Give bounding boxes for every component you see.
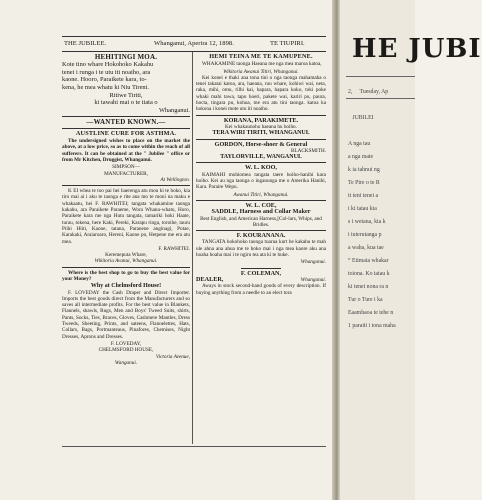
cure-sig-line: SIMPSON— [112, 164, 140, 171]
stub-line: 1 paraiti i tona maha [348, 323, 396, 329]
loveday-address [62, 347, 190, 366]
korana-name: KORANA, PARAKIMETE. [223, 116, 299, 124]
kourana-text: TANGATA hokohoko taonga tuarua kurt he kakahu te mah ule ahna ana ahua me te hoko mai i nga mea kaore aku ana hoaha hoaha mai i te ngiru tea ata ki te huke. [196, 239, 326, 259]
header-title-mi: TE TIUPIRI. [270, 40, 305, 47]
verse-sig-line: Ritiwe Tiriti, [109, 91, 143, 99]
cure-signature [62, 164, 190, 183]
rawhitei-ad-text: K EI whea te too pai hei haerenga atu mou ki te hoko, kia tiro mai ai i aku te taonga e rite ana mo te moni na maku e whakaatu, hei F. RAWHITEI; tangata whakamine taonga kakahu, ara Paraikete Paraeme, Wora Whanu-whatu, Horo, Paraikete kara me nga Hutu tangata, tamariki hoki Haate, turau, tokena, here Kaki, Pereki, Karapu ringa, toroihe, tauru Piihi Hiiti, Kaone, tatana, Paranene anginagi, Potae, Karakaki, Araiaroaro, Hereni, Kaone po, Hetpene me era atu mea. [62, 188, 190, 245]
why-chelmsford: Why at Chelmsford House! [90, 283, 162, 290]
koo-place: Awanui Titiri, Whanganui. [233, 191, 289, 198]
hemi-heading: HEMI TEINA ME TE KAMUPENE. [209, 53, 313, 60]
stub-line: JUBILEI [348, 115, 374, 121]
stub-line: i ki tatau kia [348, 206, 377, 212]
cure-sig-line: At Wellington. [160, 176, 190, 183]
divider [62, 128, 190, 129]
verse-sig-line: Whanganui. [158, 106, 190, 114]
left-column [62, 52, 190, 366]
verse-sig-line: ki tawahi mai o te tiata o [94, 99, 158, 107]
stub-line: ki tenei nona ra n [348, 284, 389, 290]
stub-masthead: HE JUBI [352, 34, 482, 64]
rawhitei-address [62, 252, 190, 265]
stub-line: a nga mate [348, 154, 374, 160]
stub-line: toiona. Ko tatau k [348, 271, 390, 277]
address-line: Wanganui. [114, 359, 138, 366]
page-header [62, 36, 326, 52]
stub-line: “ Etimata whakar [348, 258, 389, 264]
header-date: Whanganui, Aperira 12, 1898. [154, 40, 234, 47]
dealer-text: Aways in stock second-hand goods of every description. If buying anything from a needle to an elect tora [196, 283, 326, 296]
divider [196, 115, 326, 116]
dealer-place: Whanganui. [300, 276, 326, 283]
koo-text: KAIMAHI mohiomea tangata taere hoiho-hanihi kara hoiho. Kei au nga taonga o inganunga me o Amerika Hanihi, Kara. Paraire Wepu. [196, 171, 326, 191]
divider [196, 162, 326, 163]
adjacent-page-stub [340, 0, 482, 500]
hemi-place: Wikitoria Awanui Titiri, Whanganui. [223, 68, 299, 75]
kourana-name: F. KOURANANA. [236, 232, 286, 240]
coe-name: W. L. COE, [245, 201, 277, 209]
stub-line: Te Pire o te R [348, 180, 380, 186]
rawhitei-signature: F. RAWHITEI. [158, 245, 190, 252]
best-shop-question: Where is the best shop to go to buy the best value for your Money? [62, 269, 190, 282]
address-line: Keremeputa Whare, [105, 252, 147, 259]
hemi-body: Kei konei e thaki ana tona tini o nga taonga mahamaha o tenei takatai katoa, ara, haeana, ruu whare, kohiwi wai, neta, raka, mihi, omu, rilhi kai, hapara, hapara koko, toki poke whaki mahi tawa, tapu hoeri, pakete wai, kariri pu, paura, hocta, tingara pu, kohua, me era atu tini taonga. katoa ka hokona i konei mote utu iti noaiho. [196, 74, 326, 113]
stub-line: i tuterutanga p [348, 232, 382, 238]
coe-trade: SADDLE, Harness and Collar Maker [211, 208, 311, 216]
gordon-name: GORDON, Horse-shoer & General [214, 140, 308, 148]
tera-address: TERA WIRI TIRITI, WHANGANUI. [212, 130, 310, 137]
loveday-signature: F. LOVEDAY, [110, 340, 142, 347]
verse-signature [62, 92, 190, 115]
divider [62, 185, 190, 186]
coe-text: Best English, and American Harness,[Col-lars, Whips, and Bridles. [200, 215, 322, 228]
cure-title: AUSTLINE CURE FOR ASTHMA. [75, 129, 177, 137]
taylor-address: TAYLORVILLE, WANGANUI. [220, 154, 302, 161]
column-divider [192, 52, 193, 444]
verse-line: kena, he mea whatu ki Niu Tireni. [62, 84, 149, 92]
coleman-name: F. COLEMAN, [240, 269, 282, 277]
stub-text [348, 86, 396, 333]
hehitingi-verse [62, 61, 190, 91]
cure-text: The undersigned wishes to place on the market the above, at a low price, so as to come within the reach of all sufferers. It can be obtained at the " Jubilee " office or from Mr Kitchen, Druggist, Whanganui. [62, 138, 190, 163]
koo-name: W. L. KOO, [245, 164, 277, 172]
stub-line: a waha, kua tae [348, 245, 384, 251]
korana-line: Kei whakaunoho haeana hu hoiho. [225, 123, 297, 130]
verse-line: Kote tino whare Hokohoko Kakahu [62, 61, 154, 69]
kourana-place: Whanganui. [300, 259, 326, 266]
verse-line: tenei i runga i te utu iti noaiho, ara [62, 68, 151, 76]
divider [196, 139, 326, 140]
wanted-heading: —WANTED KNOWN.— [86, 118, 166, 127]
stub-line: Eaamhaoa te tehe n [348, 310, 394, 316]
address-line: Wikitoria Avanui, Whanganui. [94, 258, 158, 265]
stub-rule [346, 76, 415, 77]
stub-line: 2, Tuesday, Ap [348, 89, 389, 95]
page-binding [332, 0, 340, 500]
dealer-label: DEALER, [196, 275, 224, 283]
stub-line: tt teni tenei a [348, 193, 379, 199]
hehitingi-heading: HEHITINGI MOA. [94, 53, 158, 61]
stub-line: A nga tau [348, 141, 371, 147]
address-line: CHELMSFORD HOUSE, [98, 347, 154, 354]
divider [196, 230, 326, 231]
stub-line: s i wetana, kia k [348, 219, 386, 225]
hemi-intro: WHAKAMINE taonga Haeana me nga mea maroa katoa, [202, 61, 322, 68]
loveday-text: F. LOVEDAY the Cash Draper and Direct Importer. Imports the best goods direct from the Manufacturers and so saves all intermediate profits. For the best value in Blankets, Flannels, shawls, Rugs, Men and Boys' Tweed Suits, shirts, Pants, Socks, Ties, Braces, Gloves, Cashmere Mantles, Dress Tweeds, Sheeting, Prints, and sateens, Flannelettes, Hats, Collars, Bags, Portmanteaus, Pinafores, Chemises, Night Dresses, Aprons and Dresses. [62, 289, 190, 340]
divider [62, 116, 190, 117]
gordon-trade: BLACKSMITH. [290, 147, 326, 154]
stub-line: k ia tahnui ng [348, 167, 380, 173]
cure-sig-line: MANUFACTURER, [104, 170, 148, 177]
verse-line: kaone. Hooro, Paraikete kara, to- [62, 76, 147, 84]
divider [196, 200, 326, 201]
bottom-rule [62, 446, 326, 447]
right-column [196, 52, 326, 297]
short-divider [241, 268, 281, 269]
stub-line: Tur o Ture i ka [348, 297, 383, 303]
divider [62, 267, 190, 268]
address-line: Victoria Avenue, [155, 353, 190, 360]
header-title-en: THE JUBILEE. [64, 40, 107, 47]
